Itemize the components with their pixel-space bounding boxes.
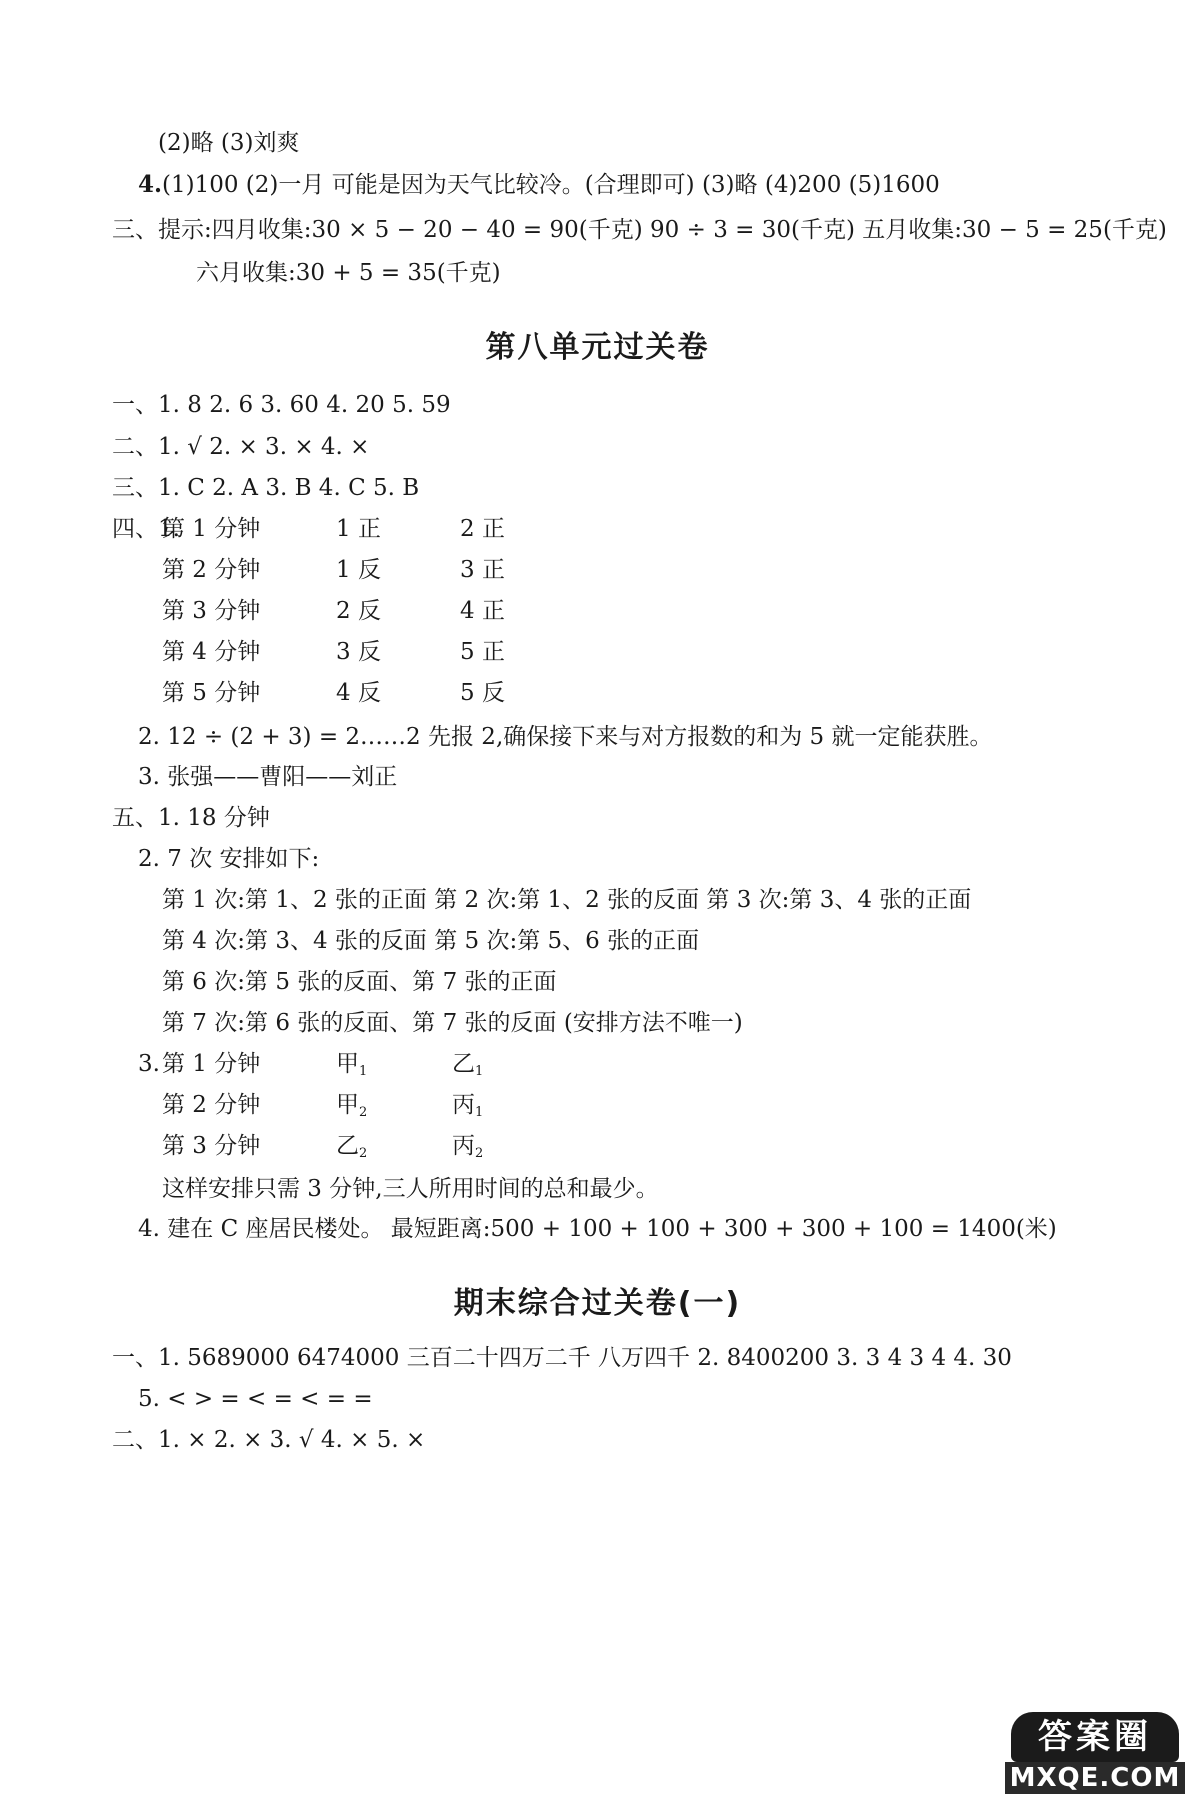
- unit8-q2: 二、1. √ 2. × 3. × 4. ×: [112, 434, 370, 460]
- unit8-q1: 一、1. 8 2. 6 3. 60 4. 20 5. 59: [112, 392, 451, 418]
- table-cell: 甲$_2$: [336, 1092, 368, 1120]
- table-cell: 4 反: [336, 680, 381, 706]
- watermark-logo-text: 答案圈: [1011, 1712, 1179, 1762]
- table-cell: 第 2 分钟: [162, 557, 261, 583]
- question-number: 4.: [138, 171, 163, 198]
- final1-q1: 一、1. 5689000 6474000 三百二十四万二千 八万四千 2. 8400200 3. 3 4 3 4 4. 30: [112, 1345, 1012, 1371]
- table-cell: 第 1 分钟: [162, 1051, 261, 1077]
- table-cell: 第 5 分钟: [162, 680, 261, 706]
- arrangement-line: 第 4 次:第 3、4 张的反面 第 5 次:第 5、6 张的正面: [162, 928, 700, 954]
- table-cell: 第 4 分钟: [162, 639, 261, 665]
- section-title-unit8: 第八单元过关卷: [485, 330, 710, 365]
- watermark-logo: [1005, 1712, 1185, 1796]
- table-cell: 丙$_2$: [452, 1133, 484, 1161]
- unit8-q4-3: 3. 张强——曹阳——刘正: [138, 764, 398, 790]
- answer-line-4: [138, 170, 940, 200]
- table-cell: 1 反: [336, 557, 381, 583]
- answer-text: (1)100 (2)一月 可能是因为天气比较冷。(合理即可) (3)略 (4)200 (5)1600: [162, 172, 940, 198]
- arrangement-line: 第 6 次:第 5 张的反面、第 7 张的正面: [162, 969, 557, 995]
- arrangement-line: 第 1 次:第 1、2 张的正面 第 2 次:第 1、2 张的反面 第 3 次:第 3、4 张的正面: [162, 887, 972, 913]
- table-cell: 5 反: [460, 680, 505, 706]
- section-title-final1: 期末综合过关卷(一): [453, 1286, 742, 1321]
- table-cell: 5 正: [460, 639, 505, 665]
- table-cell: 1 正: [336, 516, 381, 542]
- unit8-q4-prefix: 四、1.: [112, 516, 180, 542]
- table-cell: 第 3 分钟: [162, 1133, 261, 1159]
- final1-q1-5: 5. < > = < = < = =: [138, 1386, 373, 1412]
- table-cell: 乙$_1$: [452, 1051, 484, 1079]
- table-cell: 第 1 分钟: [162, 516, 261, 542]
- arrangement-line: 第 7 次:第 6 张的反面、第 7 张的反面 (安排方法不唯一): [162, 1010, 743, 1036]
- unit8-q5-4: 4. 建在 C 座居民楼处。 最短距离:500 + 100 + 100 + 300 + 300 + 100 = 1400(米): [138, 1216, 1057, 1242]
- table-cell: 2 反: [336, 598, 381, 624]
- unit8-q3: 三、1. C 2. A 3. B 4. C 5. B: [112, 475, 420, 501]
- table-cell: 2 正: [460, 516, 505, 542]
- watermark-logo-url: MXQE.COM: [1005, 1762, 1185, 1794]
- table-cell: 第 2 分钟: [162, 1092, 261, 1118]
- unit8-q5-2: 2. 7 次 安排如下:: [138, 846, 320, 872]
- hint-line: 三、提示:四月收集:30 × 5 − 20 − 40 = 90(千克) 90 ÷ 3 = 30(千克) 五月收集:30 − 5 = 25(千克): [112, 217, 1167, 243]
- hint-line-june: 六月收集:30 + 5 = 35(千克): [196, 260, 501, 286]
- table-cell: 丙$_1$: [452, 1092, 484, 1120]
- table-cell: 4 正: [460, 598, 505, 624]
- table-cell: 甲$_1$: [336, 1051, 368, 1079]
- table-cell: 3 正: [460, 557, 505, 583]
- table-cell: 第 3 分钟: [162, 598, 261, 624]
- final1-q2: 二、1. × 2. × 3. √ 4. × 5. ×: [112, 1427, 426, 1453]
- answer-line-2-3: (2)略 (3)刘爽: [158, 130, 300, 156]
- unit8-q4-2: 2. 12 ÷ (2 + 3) = 2……2 先报 2,确保接下来与对方报数的和为 5 就一定能获胜。: [138, 724, 993, 750]
- unit8-q5-3-prefix: 3.: [138, 1051, 160, 1077]
- table-cell: 乙$_2$: [336, 1133, 368, 1161]
- unit8-q5-3-note: 这样安排只需 3 分钟,三人所用时间的总和最少。: [162, 1176, 659, 1202]
- unit8-q5-1: 五、1. 18 分钟: [112, 805, 270, 831]
- table-cell: 3 反: [336, 639, 381, 665]
